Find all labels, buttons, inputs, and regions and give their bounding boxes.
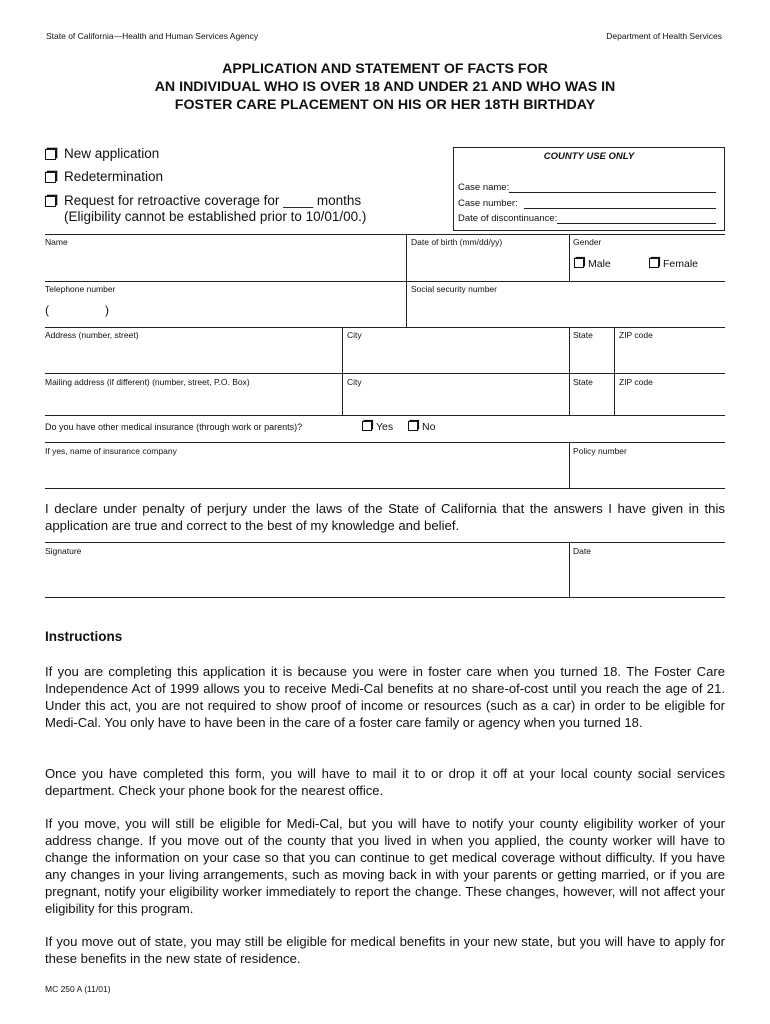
policy-number-input[interactable] <box>571 456 723 487</box>
insurance-company-input[interactable] <box>45 456 566 487</box>
ssn-label: Social security number <box>411 284 497 294</box>
date-of-birth-input[interactable] <box>408 246 566 280</box>
gender-male-option[interactable] <box>574 258 611 270</box>
signature-label: Signature <box>45 546 82 556</box>
declaration-text: I declare under penalty of perjury under the laws of the State of California that the answers I have given in this application are true and correct to the best of my knowledge and belief. <box>45 501 725 533</box>
insurance-yes-option[interactable] <box>362 421 393 433</box>
instructions-paragraph-3: If you move, you will still be eligible for Medi-Cal, but you will have to notify your county eligibility worker of your address change. If you move out of the county that you lived in when you applied, the county worker will have to change the information on your case so that you can continue to get medical coverage without difficulty. If you have any changes in your living arrangements, such as moving back in with your parents or getting married, or if you are pregnant, notify your eligibility worker immediately to report the change. These changes, however, will not affect your eligibility for this program. <box>45 816 725 916</box>
retroactive-coverage-checkbox[interactable] <box>45 196 56 207</box>
state-label: State <box>573 330 593 340</box>
address-input[interactable] <box>45 340 339 372</box>
state-input[interactable] <box>571 340 612 372</box>
male-label: Male <box>588 258 611 270</box>
gender-female-option[interactable] <box>649 258 698 270</box>
address-label: Address (number, street) <box>45 330 139 340</box>
female-checkbox[interactable] <box>649 258 659 268</box>
form-number: MC 250 A (11/01) <box>45 984 111 994</box>
female-label: Female <box>663 258 699 270</box>
redetermination-label: Redetermination <box>64 169 164 184</box>
mailing-state-input[interactable] <box>571 387 612 414</box>
retroactive-coverage-label: Request for retroactive coverage for ____ months <box>64 193 362 208</box>
gender-label: Gender <box>573 237 602 247</box>
department-name: Department of Health Services <box>606 31 722 41</box>
policy-number-label: Policy number <box>573 446 627 456</box>
new-application-label: New application <box>64 146 160 161</box>
agency-name: State of California—Health and Human Services Agency <box>46 31 259 41</box>
mailing-city-input[interactable] <box>344 387 566 414</box>
mailing-state-label: State <box>573 377 593 387</box>
zip-code-label: ZIP code <box>619 330 653 340</box>
county-use-only-box <box>453 147 725 231</box>
city-label: City <box>347 330 362 340</box>
area-code-close-paren: ) <box>105 303 109 317</box>
case-name-label: Case name: <box>458 182 510 193</box>
mailing-city-label: City <box>347 377 362 387</box>
county-use-only-heading: COUNTY USE ONLY <box>543 151 635 162</box>
city-input[interactable] <box>344 340 566 372</box>
date-label: Date <box>573 546 591 556</box>
instructions-heading: Instructions <box>45 629 123 644</box>
mailing-zip-code-label: ZIP code <box>619 377 653 387</box>
telephone-label: Telephone number <box>45 284 116 294</box>
date-input[interactable] <box>571 556 723 596</box>
instructions-paragraph-4: If you move out of state, you may still be eligible for medical benefits in your new state, but you will have to apply for these benefits in the new state of residence. <box>45 934 725 966</box>
case-number-label: Case number: <box>458 198 518 209</box>
retroactive-eligibility-note: (Eligibility cannot be established prior to 10/01/00.) <box>64 208 367 224</box>
name-input[interactable] <box>45 246 403 280</box>
zip-code-input[interactable] <box>616 340 723 372</box>
date-of-birth-label: Date of birth (mm/dd/yy) <box>411 237 503 247</box>
form-title-line-3: FOSTER CARE PLACEMENT ON HIS OR HER 18TH BIRTHDAY <box>174 97 596 113</box>
case-name-field[interactable] <box>458 182 716 193</box>
signature-input[interactable] <box>45 556 566 596</box>
mailing-address-label: Mailing address (if different) (number, street, P.O. Box) <box>45 377 250 387</box>
retroactive-coverage-option[interactable] <box>45 193 366 224</box>
form-title-line-2: AN INDIVIDUAL WHO IS OVER 18 AND UNDER 21 AND WHO WAS IN <box>154 79 616 95</box>
insurance-company-label: If yes, name of insurance company <box>45 446 177 456</box>
form-title-line-1: APPLICATION AND STATEMENT OF FACTS FOR <box>222 61 548 77</box>
instructions-paragraph-2: Once you have completed this form, you will have to mail it to or drop it off at your local county social services department. Check your phone book for the nearest office. <box>45 766 725 798</box>
redetermination-checkbox[interactable] <box>45 172 56 183</box>
insurance-no-option[interactable] <box>408 421 435 433</box>
telephone-input[interactable] <box>45 294 403 326</box>
new-application-option[interactable] <box>45 146 159 161</box>
instructions-paragraph-1: If you are completing this application it is because you were in foster care when you turned 18. The Foster Care Independence Act of 1999 allows you to receive Medi-Cal benefits at no share-of-cost until you reach the age of 21. Under this act, you are not required to show proof of income or resources (such as a car) in order to be eligible for Medi-Cal. You only have to have been in the care of a foster care family or agency when you turned 18. <box>45 664 725 730</box>
date-of-discontinuance-field[interactable] <box>458 213 716 224</box>
ssn-input[interactable] <box>408 294 723 326</box>
name-field-label: Name <box>45 237 68 247</box>
yes-checkbox[interactable] <box>362 421 372 431</box>
male-checkbox[interactable] <box>574 258 584 268</box>
mailing-address-input[interactable] <box>45 387 339 414</box>
new-application-checkbox[interactable] <box>45 149 56 160</box>
no-label: No <box>422 421 436 433</box>
area-code-open-paren: ( <box>45 303 49 317</box>
date-of-discontinuance-label: Date of discontinuance: <box>458 213 558 224</box>
mailing-zip-code-input[interactable] <box>616 387 723 414</box>
other-insurance-question: Do you have other medical insurance (through work or parents)? <box>45 422 303 432</box>
redetermination-option[interactable] <box>45 169 163 184</box>
no-checkbox[interactable] <box>408 421 418 431</box>
yes-label: Yes <box>376 421 394 433</box>
case-number-field[interactable] <box>458 198 716 209</box>
